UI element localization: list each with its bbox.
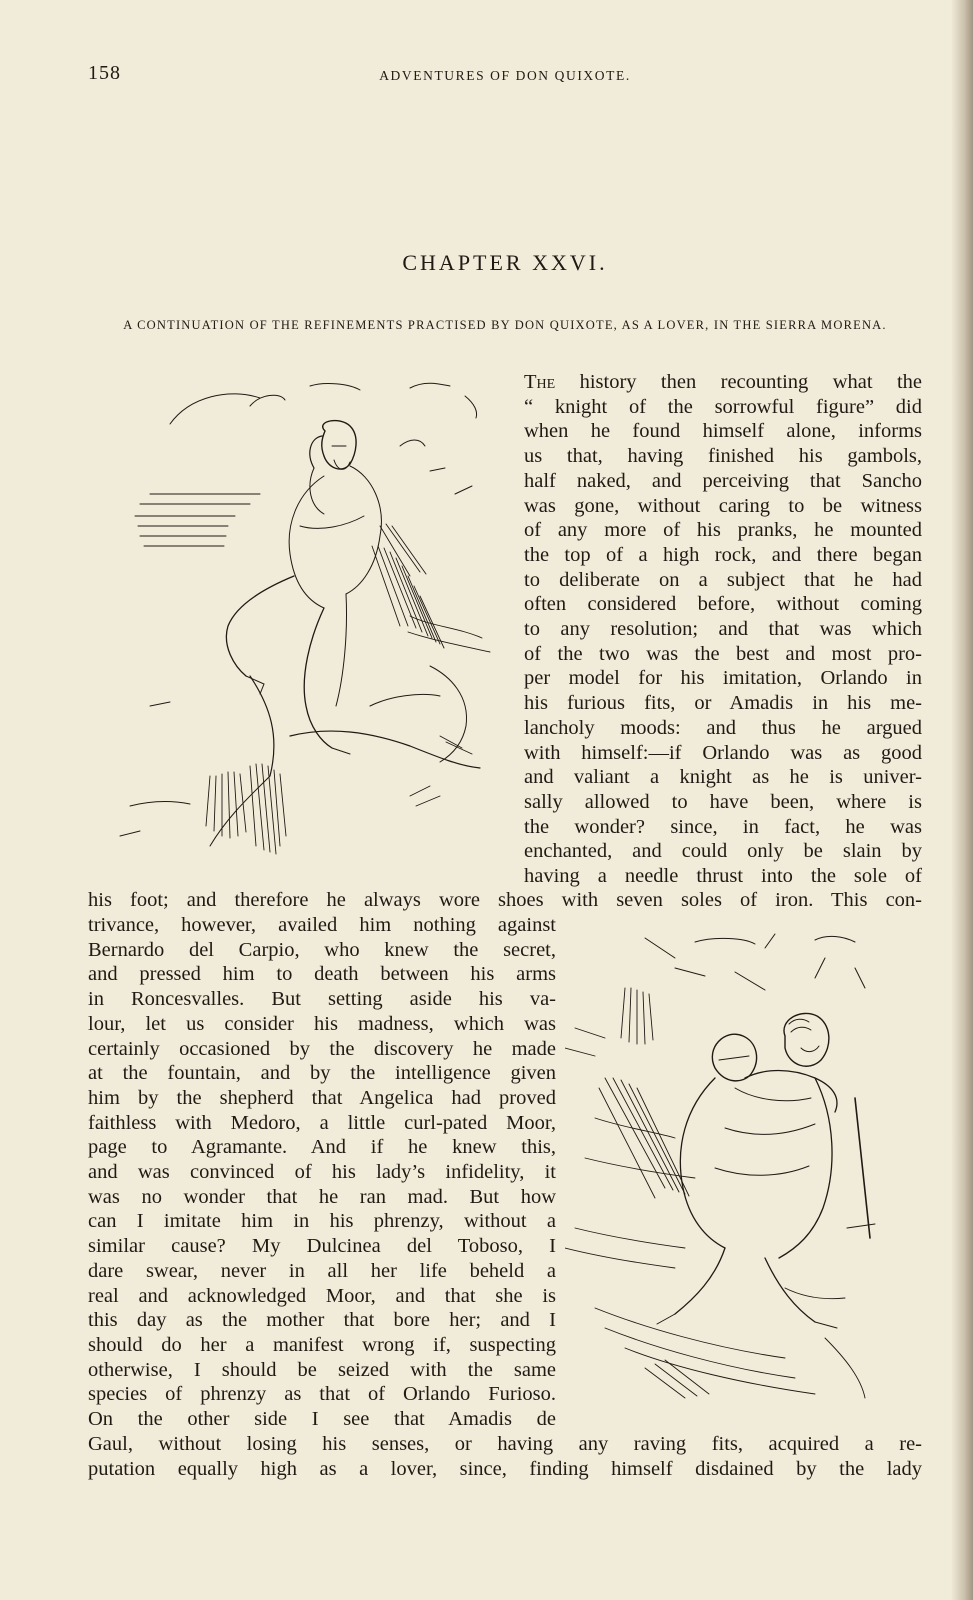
text-line: was no wonder that he ran mad. But how bbox=[88, 1185, 556, 1208]
text-line: putation equally high as a lover, since, finding himself disdained by the lady bbox=[88, 1457, 922, 1480]
text-line: real and acknowledged Moor, and that she is bbox=[88, 1284, 556, 1307]
text-line: having a needle thrust into the sole of bbox=[524, 865, 922, 888]
text-column-left bbox=[88, 913, 556, 1432]
text-line: trivance, however, availed him nothing against bbox=[88, 914, 556, 936]
text-line: us that, having finished his gambols, bbox=[524, 445, 922, 468]
text-line: can I imitate him in his phrenzy, without a bbox=[88, 1210, 556, 1233]
text-column-right bbox=[524, 370, 922, 889]
text-line: history then recounting what the bbox=[555, 371, 922, 393]
text-line: the wonder? since, in fact, he was bbox=[524, 815, 922, 838]
text-line: when he found himself alone, informs bbox=[524, 420, 922, 443]
text-line: and valiant a knight as he is univer- bbox=[524, 766, 922, 789]
running-head: ADVENTURES OF DON QUIXOTE. bbox=[379, 68, 631, 83]
text-line: certainly occasioned by the discovery he made bbox=[88, 1037, 556, 1060]
text-line: the top of a high rock, and there began bbox=[524, 543, 922, 566]
text-line: his foot; and therefore he always wore shoes with seven soles of iron. This con- bbox=[88, 889, 922, 911]
text-line: dare swear, never in all her life beheld a bbox=[88, 1259, 556, 1282]
text-line: with himself:—if Orlando was as good bbox=[524, 741, 922, 764]
text-line: should do her a manifest wrong if, suspecting bbox=[88, 1333, 556, 1356]
quixote-engraving bbox=[110, 376, 510, 886]
text-line: his furious fits, or Amadis in his me- bbox=[524, 692, 922, 715]
text-line: “ knight of the sorrowful figure” did bbox=[524, 395, 922, 418]
struggle-engraving bbox=[565, 928, 895, 1428]
text-line: per model for his imitation, Orlando in bbox=[524, 667, 922, 690]
text-line: and pressed him to death between his arms bbox=[88, 963, 556, 986]
quixote-on-rock-illustration bbox=[110, 376, 510, 886]
text-line: him by the shepherd that Angelica had proved bbox=[88, 1086, 556, 1109]
text-line: was gone, without caring to be witness bbox=[524, 494, 922, 517]
text-line: similar cause? My Dulcinea del Toboso, I bbox=[88, 1235, 556, 1258]
text-line: sally allowed to have been, where is bbox=[524, 790, 922, 813]
text-line: to any resolution; and that was which bbox=[524, 618, 922, 641]
text-line: of the two was the best and most pro- bbox=[524, 642, 922, 665]
page-edge-shadow bbox=[951, 0, 973, 1600]
text-line: this day as the mother that bore her; and I bbox=[88, 1309, 556, 1332]
text-line: faithless with Medoro, a little curl-pated Moor, bbox=[88, 1111, 556, 1134]
page-number: 158 bbox=[88, 62, 121, 84]
chapter-title: CHAPTER XXVI. bbox=[402, 250, 608, 275]
text-line: Bernardo del Carpio, who knew the secret, bbox=[88, 938, 556, 961]
text-line: half naked, and perceiving that Sancho bbox=[524, 469, 922, 492]
text-line: Gaul, without losing his senses, or having any raving fits, acquired a re- bbox=[88, 1433, 922, 1455]
bernardo-orlando-struggle-illustration bbox=[565, 928, 895, 1428]
text-line: at the fountain, and by the intelligence given bbox=[88, 1062, 556, 1085]
text-line: page to Agramante. And if he knew this, bbox=[88, 1136, 556, 1159]
text-line: otherwise, I should be seized with the same bbox=[88, 1358, 556, 1381]
text-line: of any more of his pranks, he mounted bbox=[524, 519, 922, 542]
text-fullwidth-upper bbox=[88, 888, 922, 913]
chapter-subtitle: A CONTINUATION OF THE REFINEMENTS PRACTISED BY DON QUIXOTE, AS A LOVER, IN THE SIERRA MORENA. bbox=[123, 318, 887, 332]
text-line: lancholy moods: and thus he argued bbox=[524, 716, 922, 739]
text-line: to deliberate on a subject that he had bbox=[524, 568, 922, 591]
text-fullwidth-lower bbox=[88, 1432, 922, 1481]
text-line: often considered before, without coming bbox=[524, 593, 922, 616]
text-line: On the other side I see that Amadis de bbox=[88, 1408, 556, 1431]
text-line: species of phrenzy as that of Orlando Furioso. bbox=[88, 1383, 556, 1406]
text-line: enchanted, and could only be slain by bbox=[524, 840, 922, 863]
text-line: in Roncesvalles. But setting aside his va- bbox=[88, 988, 556, 1011]
text-line: lour, let us consider his madness, which was bbox=[88, 1012, 556, 1035]
text-line: and was convinced of his lady’s infidelity, it bbox=[88, 1161, 556, 1184]
drop-word: The bbox=[524, 371, 556, 393]
